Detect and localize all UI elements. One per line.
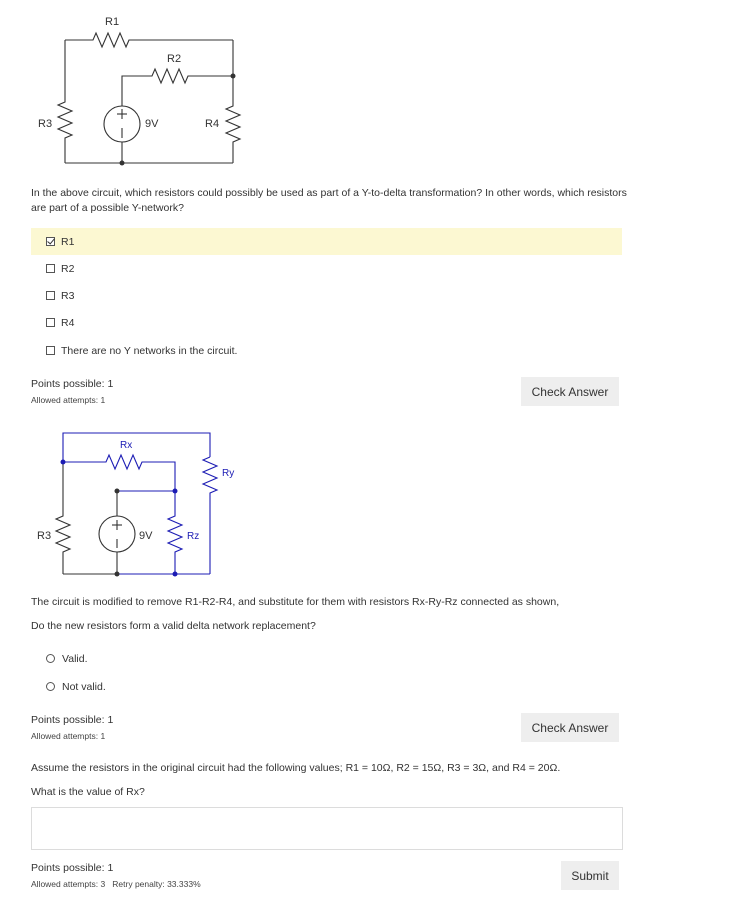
allowed-attempts: Allowed attempts: 1 xyxy=(31,731,106,741)
checkbox-icon[interactable] xyxy=(46,264,55,273)
rx-label: Rx xyxy=(120,440,133,451)
option-no-y-networks[interactable] xyxy=(31,337,622,364)
r2-label: R2 xyxy=(167,53,182,65)
question-2-text: The circuit is modified to remove R1-R2-R4, and substitute for them with resistors Rx-Ry-Rz connected as shown, xyxy=(31,596,560,608)
option-r1[interactable] xyxy=(31,228,622,255)
option-valid[interactable] xyxy=(31,645,622,672)
option-label: R3 xyxy=(61,289,75,302)
points-possible: Points possible: 1 xyxy=(31,378,114,390)
points-possible: Points possible: 1 xyxy=(31,862,114,874)
rx-resistor xyxy=(63,455,175,491)
r1-resistor xyxy=(65,33,233,47)
option-label: R4 xyxy=(61,316,75,329)
r3-label: R3 xyxy=(38,118,53,130)
question-3-prompt: What is the value of Rx? xyxy=(31,786,145,798)
option-not-valid[interactable] xyxy=(31,673,622,700)
attempts-text: Allowed attempts: 3 xyxy=(31,879,106,889)
check-answer-button[interactable]: Check Answer xyxy=(521,377,619,406)
allowed-attempts: Allowed attempts: 1 xyxy=(31,395,106,405)
circuit-diagram-2 xyxy=(0,420,741,590)
ry-label: Ry xyxy=(222,468,235,479)
option-label: There are no Y networks in the circuit. xyxy=(61,344,238,357)
r4-label: R4 xyxy=(205,118,220,130)
rz-resistor xyxy=(168,491,182,574)
r3-resistor xyxy=(58,40,72,163)
points-possible: Points possible: 1 xyxy=(31,714,114,726)
option-r3[interactable] xyxy=(31,282,622,309)
r3-label: R3 xyxy=(37,530,52,542)
retry-penalty: Retry penalty: 33.333% xyxy=(112,879,201,889)
r4-resistor xyxy=(226,76,240,163)
option-label: Valid. xyxy=(62,652,88,665)
option-label: R1 xyxy=(61,235,75,248)
checkbox-icon[interactable] xyxy=(46,346,55,355)
check-answer-button[interactable]: Check Answer xyxy=(521,713,619,742)
allowed-attempts xyxy=(31,879,201,889)
submit-button[interactable]: Submit xyxy=(561,861,619,890)
question-1-text: In the above circuit, which resistors could possibly be used as part of a Y-to-delta transformation? In other words, which resistors are part of a possible Y-network? xyxy=(31,187,627,214)
source-label: 9V xyxy=(145,118,159,130)
node-dot xyxy=(115,489,120,494)
r2-resistor xyxy=(122,69,233,106)
ry-resistor xyxy=(203,457,217,574)
circuit-diagram-1 xyxy=(0,0,741,180)
option-label: Not valid. xyxy=(62,680,106,693)
radio-icon[interactable] xyxy=(46,654,55,663)
node-dot xyxy=(173,489,178,494)
radio-icon[interactable] xyxy=(46,682,55,691)
checkbox-checked-icon[interactable] xyxy=(46,237,55,246)
node-dot xyxy=(231,74,236,79)
option-r4[interactable] xyxy=(31,309,622,336)
option-label: R2 xyxy=(61,262,75,275)
question-3-text: Assume the resistors in the original circuit had the following values; R1 = 10Ω, R2 = 15Ω, R3 = 3Ω, and R4 = 20Ω. xyxy=(31,762,561,774)
option-r2[interactable] xyxy=(31,255,622,282)
checkbox-icon[interactable] xyxy=(46,318,55,327)
rz-label: Rz xyxy=(187,531,200,542)
node-dot xyxy=(173,572,178,577)
r1-label: R1 xyxy=(105,16,120,28)
node-dot xyxy=(115,572,120,577)
answer-input[interactable] xyxy=(31,807,623,850)
source-label: 9V xyxy=(139,530,153,542)
checkbox-icon[interactable] xyxy=(46,291,55,300)
question-2-prompt: Do the new resistors form a valid delta network replacement? xyxy=(31,620,316,632)
node-dot xyxy=(61,460,66,465)
node-dot xyxy=(120,161,125,166)
